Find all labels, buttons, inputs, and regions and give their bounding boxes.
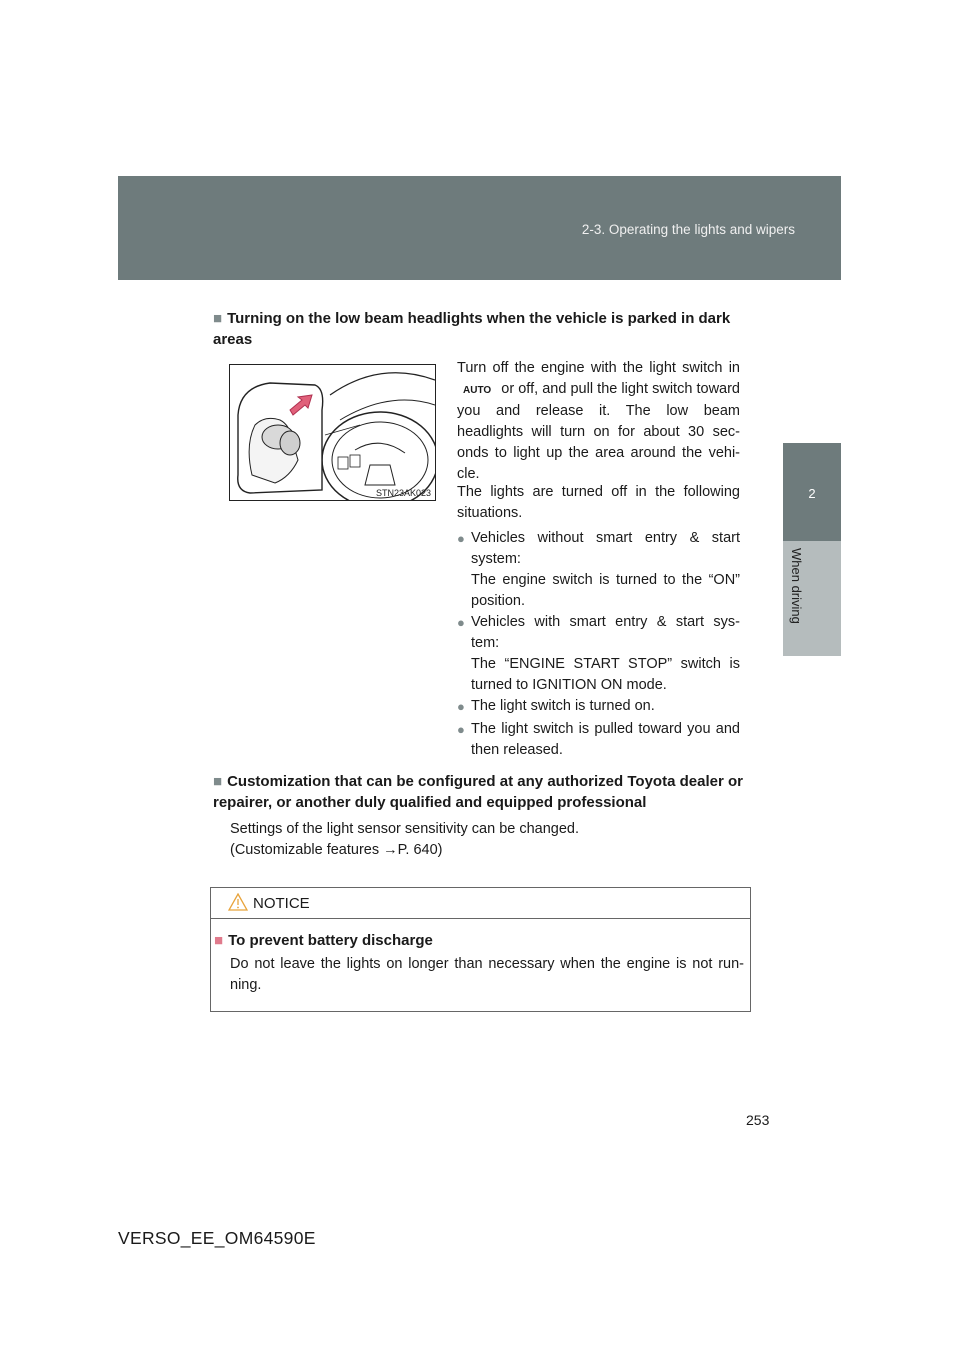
list-item bbox=[457, 696, 740, 717]
square-bullet-icon: ■ bbox=[213, 310, 223, 327]
page-number: 253 bbox=[746, 1112, 770, 1128]
notice-header bbox=[211, 888, 750, 919]
bullet-subtext: The “ENGINE START STOP” switch is turned to IGNITION ON mode. bbox=[471, 656, 740, 693]
square-bullet-icon: ■ bbox=[214, 932, 224, 949]
notice-box bbox=[210, 887, 751, 1012]
section1-paragraph2: The lights are turned off in the following situations. bbox=[457, 484, 740, 521]
section-title: 2-3. Operating the lights and wipers bbox=[581, 222, 795, 237]
chapter-number: 2 bbox=[808, 486, 816, 501]
section1-heading bbox=[213, 308, 743, 350]
bullet-text: The light switch is pulled toward you and then released. bbox=[471, 721, 740, 758]
illustration-code: STN23AK023 bbox=[375, 488, 431, 498]
section2-line1: Settings of the light sensor sensitivity can be changed. bbox=[230, 821, 580, 837]
notice-text: Do not leave the lights on longer than necessary when the engine is not run- ning. bbox=[230, 956, 744, 993]
circle-bullet-icon: ● bbox=[457, 722, 465, 737]
square-bullet-icon: ■ bbox=[213, 773, 223, 790]
document-code: VERSO_EE_OM64590E bbox=[118, 1228, 316, 1248]
warning-triangle-icon bbox=[228, 893, 248, 911]
para1-text-a: Turn off the engine with the light switch in bbox=[457, 360, 740, 376]
light-switch-illustration bbox=[229, 364, 436, 501]
bullet-subtext: The engine switch is turned to the “ON” position. bbox=[471, 572, 740, 609]
circle-bullet-icon: ● bbox=[457, 615, 465, 630]
section2-line2: (Customizable features →P. 640) bbox=[230, 842, 443, 858]
section1-heading-text: Turning on the low beam headlights when the vehicle is parked in dark areas bbox=[213, 310, 731, 348]
list-item bbox=[457, 719, 740, 761]
notice-title: NOTICE bbox=[253, 895, 310, 912]
notice-heading bbox=[214, 930, 734, 951]
chapter-tab bbox=[783, 443, 841, 541]
section2-heading bbox=[213, 771, 743, 813]
list-item bbox=[457, 528, 740, 612]
bullet-text: The light switch is turned on. bbox=[471, 698, 655, 714]
list-item bbox=[457, 612, 740, 696]
dashboard-drawing bbox=[230, 365, 435, 500]
notice-heading-text: To prevent battery discharge bbox=[228, 932, 433, 949]
auto-icon: AUTO bbox=[463, 385, 492, 396]
circle-bullet-icon: ● bbox=[457, 531, 465, 546]
section2-heading-text: Customization that can be configured at any authorized Toyota dealer or repairer, or another duly qualified and equipped professional bbox=[213, 773, 743, 811]
section2-paragraph bbox=[230, 819, 740, 861]
section1-paragraph1 bbox=[457, 358, 740, 485]
chapter-label: When driving bbox=[789, 548, 804, 624]
para1-text-b: or off, and pull the light switch toward you and release it. The low beam headlights will turn on for about 30 sec- onds to light up the area around the vehi- cle. bbox=[457, 381, 740, 482]
bullet-text: Vehicles without smart entry & start system: bbox=[471, 530, 740, 567]
section-header-bar bbox=[118, 176, 841, 280]
bullet-text: Vehicles with smart entry & start sys- tem: bbox=[471, 614, 740, 651]
circle-bullet-icon: ● bbox=[457, 699, 465, 714]
